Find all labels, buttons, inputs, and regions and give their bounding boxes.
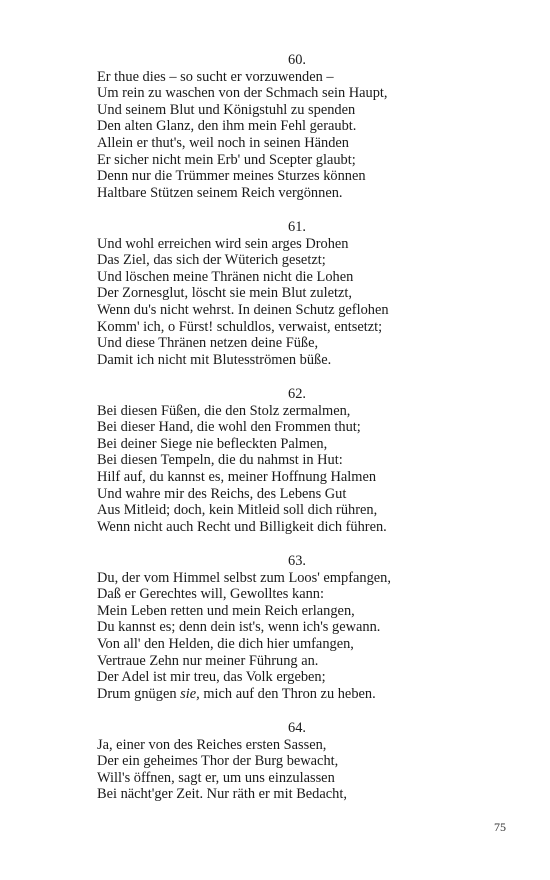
- verse-line: Er sicher nicht mein Erb' und Scepter glaubt;: [97, 151, 356, 168]
- verse-line: Mein Leben retten und mein Reich erlangen,: [97, 602, 355, 619]
- verse-line: Bei diesen Tempeln, die du nahmst in Hut:: [97, 452, 343, 469]
- verse-line: Vertraue Zehn nur meiner Führung an.: [97, 652, 319, 669]
- verse-line: Der Adel ist mir treu, das Volk ergeben;: [97, 669, 326, 686]
- verse-line: Und wahre mir des Reichs, des Lebens Gut: [97, 485, 347, 502]
- verse-line: Das Ziel, das sich der Wüterich gesetzt;: [97, 252, 326, 269]
- stanza-61: [97, 219, 497, 368]
- verse-line: Er thue dies – so sucht er vorzuwenden –: [97, 68, 334, 85]
- stanza-number: 62.: [288, 386, 306, 402]
- stanza-number: 64.: [288, 720, 306, 736]
- page-number: 75: [494, 820, 506, 834]
- verse-line: Der ein geheimes Thor der Burg bewacht,: [97, 753, 339, 770]
- verse-line: Und diese Thränen netzen deine Füße,: [97, 335, 319, 352]
- verse-line: Bei nächt'ger Zeit. Nur räth er mit Bedacht,: [97, 786, 347, 803]
- stanza-number: 60.: [288, 52, 306, 68]
- verse-line-emphasis: [97, 686, 497, 703]
- verse-line: Haltbare Stützen seinem Reich vergönnen.: [97, 184, 343, 201]
- verse-line: Ja, einer von des Reiches ersten Sassen,: [97, 736, 327, 753]
- verse-line: Denn nur die Trümmer meines Sturzes können: [97, 168, 366, 185]
- verse-line: Wenn du's nicht wehrst. In deinen Schutz geflohen: [97, 301, 389, 318]
- verse-line: Hilf auf, du kannst es, meiner Hoffnung Halmen: [97, 468, 377, 485]
- verse-line: Wenn nicht auch Recht und Billigkeit dich führen.: [97, 518, 387, 535]
- verse-line: Und löschen meine Thränen nicht die Lohen: [97, 268, 354, 285]
- verse-fragment: Drum gnügen: [97, 685, 181, 702]
- verse-line: Daß er Gerechtes will, Gewolltes kann:: [97, 586, 324, 603]
- stanza-number: 61.: [288, 219, 306, 235]
- verse-fragment: mich auf den Thron zu heben.: [199, 685, 376, 702]
- verse-line: Der Zornesglut, löscht sie mein Blut zuletzt,: [97, 285, 352, 302]
- verse-line: Damit ich nicht mit Blutesströmen büße.: [97, 351, 332, 368]
- stanza-62: [97, 386, 497, 535]
- verse-line: Du kannst es; denn dein ist's, wenn ich's gewann.: [97, 619, 381, 636]
- verse-line: Bei diesen Füßen, die den Stolz zermalmen,: [97, 402, 351, 419]
- verse-line: Um rein zu waschen von der Schmach sein Haupt,: [97, 85, 388, 102]
- verse-line: Und wohl erreichen wird sein arges Drohen: [97, 235, 349, 252]
- verse-line: Bei dieser Hand, die wohl den Frommen thut;: [97, 419, 361, 436]
- verse-line: Den alten Glanz, den ihm mein Fehl geraubt.: [97, 118, 357, 135]
- verse-line: Allein er thut's, weil noch in seinen Händen: [97, 134, 349, 151]
- verse-line: Und seinem Blut und Königstuhl zu spenden: [97, 101, 356, 118]
- verse-line: Aus Mitleid; doch, kein Mitleid soll dich rühren,: [97, 502, 378, 519]
- stanza-63: [97, 553, 497, 702]
- stanza-64: [97, 720, 497, 803]
- verse-line: Du, der vom Himmel selbst zum Loos' empfangen,: [97, 569, 391, 586]
- stanza-60: [97, 52, 497, 201]
- verse-line: Komm' ich, o Fürst! schuldlos, verwaist, entsetzt;: [97, 318, 383, 335]
- stanza-number: 63.: [288, 553, 306, 569]
- emphasized-word: sie,: [180, 685, 200, 702]
- verse-line: Will's öffnen, sagt er, um uns einzulassen: [97, 769, 335, 786]
- verse-line: Von all' den Helden, die dich hier umfangen,: [97, 635, 354, 652]
- verse-line: Bei deiner Siege nie befleckten Palmen,: [97, 435, 328, 452]
